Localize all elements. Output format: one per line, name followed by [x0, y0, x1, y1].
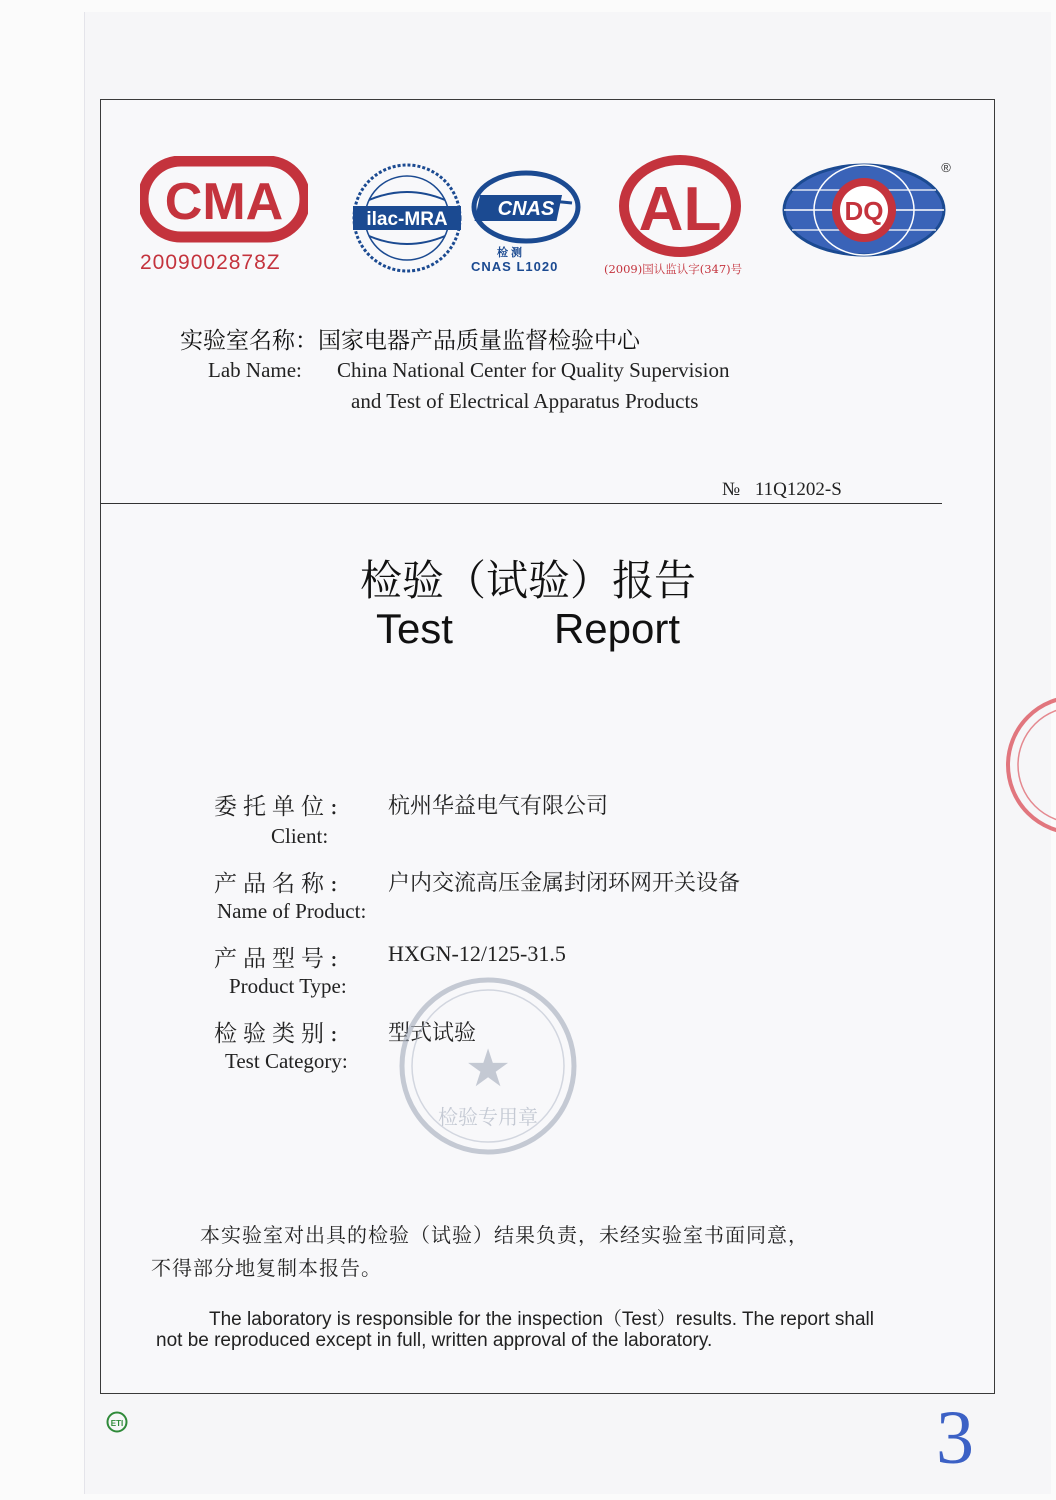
- al-logo: [618, 154, 742, 258]
- cnas-mark: CNAS: [497, 198, 555, 220]
- statement-en-line1: The laboratory is responsible for the inspection（Test）results. The report shall: [209, 1309, 874, 1330]
- eti-mark-icon: [106, 1411, 128, 1433]
- title-cn: 检验（试验）报告: [359, 556, 696, 605]
- eti-mark-text: ETI: [110, 1419, 124, 1428]
- cqc-mark: DQ: [844, 196, 884, 226]
- statement-en-line2: not be reproduced except in full, written approval of the laboratory.: [156, 1330, 713, 1351]
- al-code: (2009)国认监认字(347)号: [604, 262, 743, 276]
- number-symbol: №: [722, 479, 741, 500]
- report-frame: [100, 99, 995, 1394]
- lab-name-cn: 实验室名称：国家电器产品质量监督检验中心: [180, 328, 640, 354]
- lab-name-en-line1: China National Center for Quality Supervision: [337, 358, 730, 382]
- edge-stamp: [998, 690, 1056, 840]
- product-name-label-cn: 产品名称:: [214, 871, 344, 897]
- test-category-label-cn: 检验类别:: [214, 1021, 344, 1047]
- product-type-value: HXGN-12/125-31.5: [388, 941, 566, 966]
- cqc-logo: [778, 158, 954, 260]
- product-type-label-cn: 产品型号:: [214, 946, 344, 972]
- al-mark: AL: [638, 175, 722, 244]
- statement-cn-line2: 不得部分地复制本报告。: [151, 1256, 382, 1280]
- cma-logo: [140, 156, 308, 246]
- report-number-rule: [100, 503, 942, 504]
- seal-bottom-text: 检验专用章: [438, 1105, 538, 1129]
- client-label-cn: 委托单位:: [214, 794, 344, 820]
- product-name-label-en: Name of Product:: [217, 899, 367, 923]
- registered-mark: ®: [941, 160, 951, 175]
- client-value: 杭州华益电气有限公司: [388, 794, 609, 819]
- title-en: Test Report: [375, 605, 681, 652]
- lab-name-label-en: Lab Name:: [208, 358, 302, 382]
- cma-code: 2009002878Z: [140, 251, 281, 274]
- ilac-mark: ilac-MRA: [366, 209, 448, 230]
- inspection-seal: [396, 974, 580, 1158]
- report-number-value: 11Q1202-S: [754, 479, 842, 500]
- report-number: [722, 479, 842, 501]
- product-name-value: 户内交流高压金属封闭环网开关设备: [388, 871, 741, 896]
- lab-name-en-line2: and Test of Electrical Apparatus Products: [351, 389, 699, 413]
- seal-star-icon: ★: [464, 1039, 512, 1099]
- test-category-label-en: Test Category:: [225, 1049, 348, 1073]
- cnas-code: CNAS L1020: [471, 259, 559, 274]
- client-label-en: Client:: [271, 824, 329, 848]
- ilac-mra-logo: [348, 162, 466, 274]
- page-number: 3: [936, 1396, 974, 1480]
- cnas-sub-label: 检 测: [497, 247, 523, 259]
- test-category-value: 型式试验: [388, 1021, 477, 1046]
- statement-cn-line1: 本实验室对出具的检验（试验）结果负责，未经实验室书面同意，: [200, 1223, 809, 1247]
- product-type-label-en: Product Type:: [229, 974, 347, 998]
- cma-mark: CMA: [164, 173, 284, 231]
- cnas-logo: [468, 167, 584, 247]
